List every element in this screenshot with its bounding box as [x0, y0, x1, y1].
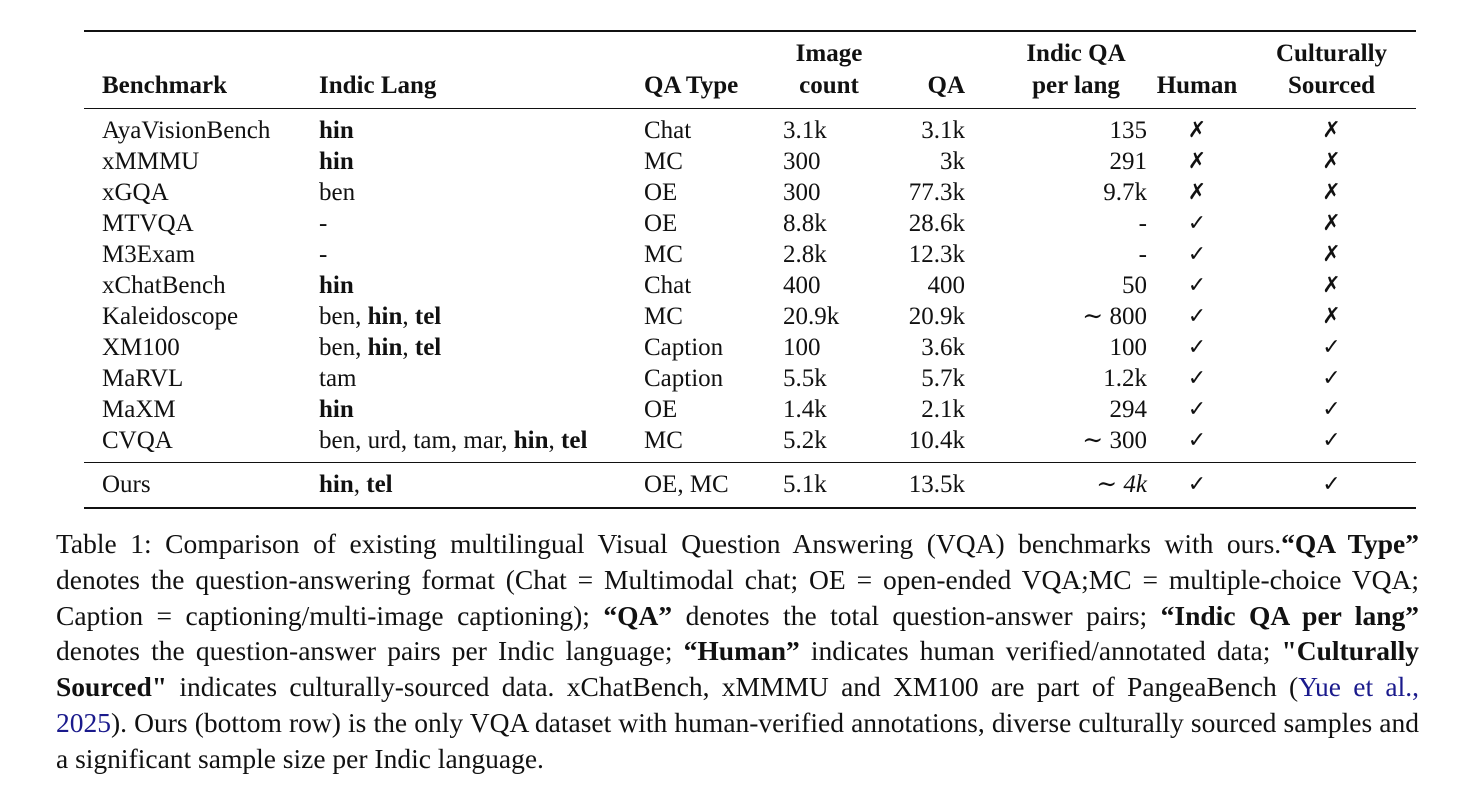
cell-benchmark: Kaleidoscope	[102, 302, 239, 330]
cell-indic-lang	[319, 425, 644, 463]
cell-indic-qa: 100	[1109, 333, 1147, 361]
header-cultural-line2: Sourced	[1287, 72, 1376, 99]
header-image-count	[783, 31, 875, 109]
comparison-table-container	[84, 30, 1390, 509]
cell-human	[1147, 463, 1247, 509]
table-header-row	[84, 31, 1416, 109]
header-culturally-sourced	[1247, 31, 1416, 109]
cross-icon: ✗	[1322, 211, 1341, 236]
table-row	[84, 425, 1416, 463]
cell-image-count: 5.2k	[783, 426, 827, 454]
cell-benchmark: CVQA	[102, 426, 173, 454]
cell-qa-type: OE	[644, 209, 678, 237]
cell-indic-lang	[319, 270, 644, 301]
language-code: ,	[548, 426, 562, 454]
cell-indic-qa: -	[1138, 209, 1147, 237]
cell-indic-lang	[319, 394, 644, 425]
cell-human	[1147, 239, 1247, 270]
caption-text-1: Table 1: Comparison of existing multilingual Visual Question Answering (VQA) benchmarks with ours.	[56, 528, 1282, 559]
cell-human	[1147, 146, 1247, 177]
cross-icon: ✗	[1322, 273, 1341, 298]
cell-benchmark: xMMMU	[102, 147, 200, 175]
table-row	[84, 146, 1416, 177]
cell-benchmark: MaXM	[102, 395, 176, 423]
comparison-table	[84, 30, 1416, 509]
language-code: tam	[319, 364, 357, 392]
check-icon: ✓	[1322, 428, 1341, 453]
cell-qa-type: OE	[644, 178, 678, 206]
cell-indic-qa: 9.7k	[1103, 178, 1147, 206]
check-icon: ✓	[1322, 335, 1341, 360]
cell-indic-qa: 291	[1109, 147, 1147, 175]
cross-icon: ✗	[1187, 149, 1207, 174]
cell-image-count: 2.8k	[783, 240, 827, 268]
language-code: hin	[367, 333, 403, 361]
table-row	[84, 363, 1416, 394]
cell-cultural	[1247, 239, 1416, 270]
cell-qa-type: OE, MC	[644, 470, 729, 498]
check-icon: ✓	[1187, 428, 1207, 453]
table-caption	[56, 526, 1419, 777]
language-code: -	[319, 209, 328, 237]
cell-qa: 3.1k	[921, 116, 965, 144]
caption-text-7: ). Ours (bottom row) is the only VQA dataset with human-verified annotations, diverse culturally sourced samples and a significant sample size per Indic language.	[56, 706, 1419, 774]
cell-image-count: 1.4k	[783, 395, 827, 423]
header-indic-qa-line2: per lang	[1032, 72, 1120, 99]
table-row	[84, 332, 1416, 363]
caption-term-cultural: "Culturally Sourced"	[56, 635, 1419, 703]
check-icon: ✓	[1322, 366, 1341, 391]
cell-qa: 10.4k	[908, 426, 965, 454]
cell-image-count: 400	[783, 271, 821, 299]
cell-qa: 400	[927, 271, 965, 299]
language-code: hin	[319, 271, 354, 299]
language-code: tel	[561, 426, 588, 454]
cell-benchmark: XM100	[102, 333, 180, 361]
cell-qa-type: MC	[644, 302, 683, 330]
language-code: hin	[319, 470, 354, 498]
caption-term-qa: “QA”	[603, 599, 673, 631]
cell-indic-lang	[319, 208, 644, 239]
cell-benchmark: Ours	[102, 470, 151, 498]
language-code: ben, urd, tam, mar,	[319, 426, 514, 454]
table-row	[84, 177, 1416, 208]
cell-qa: 20.9k	[908, 302, 965, 330]
header-indic-lang: Indic Lang	[319, 72, 437, 99]
cell-qa: 3.6k	[921, 333, 965, 361]
header-indic-qa-line1: Indic QA	[1026, 40, 1126, 67]
cell-benchmark: MTVQA	[102, 209, 194, 237]
cross-icon: ✗	[1187, 180, 1207, 205]
cell-qa-type: MC	[644, 426, 683, 454]
check-icon: ✓	[1187, 242, 1207, 267]
cell-indic-qa: ∼ 300	[1082, 426, 1147, 454]
check-icon: ✓	[1322, 472, 1341, 497]
cell-qa-type: MC	[644, 147, 683, 175]
cell-indic-qa-value: 4k	[1123, 470, 1147, 498]
table-body	[84, 109, 1416, 463]
cell-indic-lang	[319, 363, 644, 394]
cell-indic-qa	[965, 463, 1147, 509]
citation-link[interactable]: Yue et al., 2025	[56, 671, 1419, 738]
cell-image-count: 20.9k	[783, 302, 840, 330]
cross-icon: ✗	[1322, 149, 1341, 174]
cell-cultural	[1247, 332, 1416, 363]
cell-cultural	[1247, 394, 1416, 425]
cell-indic-qa: 294	[1109, 395, 1147, 423]
cell-indic-qa: ∼ 800	[1082, 302, 1147, 330]
cell-human	[1147, 394, 1247, 425]
check-icon: ✓	[1187, 304, 1207, 329]
language-code: hin	[367, 302, 403, 330]
header-benchmark: Benchmark	[102, 72, 227, 99]
cell-benchmark: MaRVL	[102, 364, 184, 392]
language-code: hin	[319, 116, 354, 144]
header-image-count-line1: Image	[795, 40, 863, 67]
language-code: -	[319, 240, 328, 268]
language-code: ben	[319, 178, 356, 206]
language-code: ben,	[319, 333, 368, 361]
caption-term-human: “Human”	[683, 635, 800, 667]
cell-image-count: 300	[783, 147, 821, 175]
cell-human	[1147, 363, 1247, 394]
cell-qa: 5.7k	[921, 364, 965, 392]
cell-qa-type: MC	[644, 240, 683, 268]
cell-qa-type: Caption	[644, 333, 724, 361]
cell-qa: 2.1k	[921, 395, 965, 423]
cell-indic-qa-prefix: ∼	[1096, 470, 1124, 498]
header-indic-qa-per-lang	[965, 31, 1147, 109]
cell-indic-lang	[319, 332, 644, 363]
caption-text-4: denotes the question-answer pairs per Indic language;	[56, 635, 684, 667]
cross-icon: ✗	[1322, 304, 1341, 329]
caption-text-5: indicates human verified/annotated data;	[799, 635, 1282, 667]
cell-cultural	[1247, 177, 1416, 208]
cell-cultural	[1247, 146, 1416, 177]
cell-human	[1147, 109, 1247, 147]
cell-image-count: 3.1k	[783, 116, 827, 144]
table-row	[84, 109, 1416, 147]
cell-indic-lang	[319, 109, 644, 147]
cell-human	[1147, 208, 1247, 239]
cell-benchmark: xChatBench	[102, 271, 226, 299]
cell-qa-type: OE	[644, 395, 678, 423]
cell-image-count: 8.8k	[783, 209, 827, 237]
language-code: tel	[366, 470, 393, 498]
table-row	[84, 301, 1416, 332]
table-row	[84, 208, 1416, 239]
cell-human	[1147, 177, 1247, 208]
check-icon: ✓	[1187, 335, 1207, 360]
cell-qa-type: Chat	[644, 271, 692, 299]
cell-cultural	[1247, 109, 1416, 147]
cell-cultural	[1247, 363, 1416, 394]
header-image-count-line2: count	[799, 72, 859, 99]
header-human: Human	[1156, 72, 1238, 99]
cell-image-count: 100	[783, 333, 821, 361]
cell-human	[1147, 270, 1247, 301]
cell-cultural	[1247, 425, 1416, 463]
table-row	[84, 239, 1416, 270]
cell-qa-type: Caption	[644, 364, 724, 392]
cell-indic-qa: -	[1138, 240, 1147, 268]
cell-cultural	[1247, 208, 1416, 239]
check-icon: ✓	[1187, 273, 1207, 298]
language-code: hin	[319, 147, 354, 175]
cell-indic-lang	[319, 177, 644, 208]
cell-qa: 77.3k	[908, 178, 965, 206]
cell-indic-lang	[319, 463, 644, 509]
cell-cultural	[1247, 463, 1416, 509]
language-code: hin	[319, 395, 354, 423]
cell-indic-qa: 1.2k	[1103, 364, 1147, 392]
cell-indic-lang	[319, 239, 644, 270]
cell-qa-type: Chat	[644, 116, 692, 144]
cell-benchmark: AyaVisionBench	[102, 116, 271, 144]
cell-image-count: 5.1k	[783, 470, 827, 498]
header-cultural-line1: Culturally	[1275, 40, 1388, 67]
caption-text-6: indicates culturally-sourced data. xChatBench, xMMMU and XM100 are part of PangeaBench (	[167, 671, 1299, 703]
language-code: ,	[353, 470, 367, 498]
table-row	[84, 270, 1416, 301]
cell-qa: 28.6k	[908, 209, 965, 237]
cell-cultural	[1247, 270, 1416, 301]
check-icon: ✓	[1187, 472, 1207, 497]
check-icon: ✓	[1322, 397, 1341, 422]
language-code: hin	[513, 426, 549, 454]
cell-cultural	[1247, 301, 1416, 332]
caption-text-3: denotes the total question-answer pairs;	[672, 599, 1161, 631]
check-icon: ✓	[1187, 397, 1207, 422]
header-qa: QA	[927, 72, 965, 99]
cell-human	[1147, 301, 1247, 332]
cell-indic-qa: 50	[1122, 271, 1147, 299]
language-code: ,	[402, 333, 415, 361]
cross-icon: ✗	[1187, 118, 1207, 143]
cell-human	[1147, 425, 1247, 463]
caption-text-2: denotes the question-answering format (Chat = Multimodal chat; OE = open-ended VQA;MC = multiple-choice VQA; Caption = captioning/multi-image captioning);	[56, 563, 1419, 631]
caption-term-qa-type: “QA Type”	[1281, 528, 1419, 559]
table-row-ours	[84, 463, 1416, 509]
cross-icon: ✗	[1322, 180, 1341, 205]
caption-term-indic-qa: “Indic QA per lang”	[1160, 599, 1419, 631]
cell-qa: 12.3k	[908, 240, 965, 268]
cell-image-count: 5.5k	[783, 364, 827, 392]
cell-qa: 13.5k	[908, 470, 965, 498]
language-code: ,	[402, 302, 415, 330]
cell-indic-lang	[319, 301, 644, 332]
cross-icon: ✗	[1322, 242, 1341, 267]
cell-indic-qa: 135	[1109, 116, 1147, 144]
cell-image-count: 300	[783, 178, 821, 206]
cell-indic-lang	[319, 146, 644, 177]
cell-human	[1147, 332, 1247, 363]
table-row	[84, 394, 1416, 425]
cell-qa: 3k	[940, 147, 965, 175]
language-code: tel	[414, 333, 442, 361]
header-qa-type: QA Type	[644, 72, 739, 99]
language-code: tel	[414, 302, 442, 330]
cross-icon: ✗	[1322, 118, 1341, 143]
check-icon: ✓	[1187, 366, 1207, 391]
check-icon: ✓	[1187, 211, 1207, 236]
language-code: ben,	[319, 302, 368, 330]
cell-benchmark: M3Exam	[102, 240, 196, 268]
cell-benchmark: xGQA	[102, 178, 169, 206]
